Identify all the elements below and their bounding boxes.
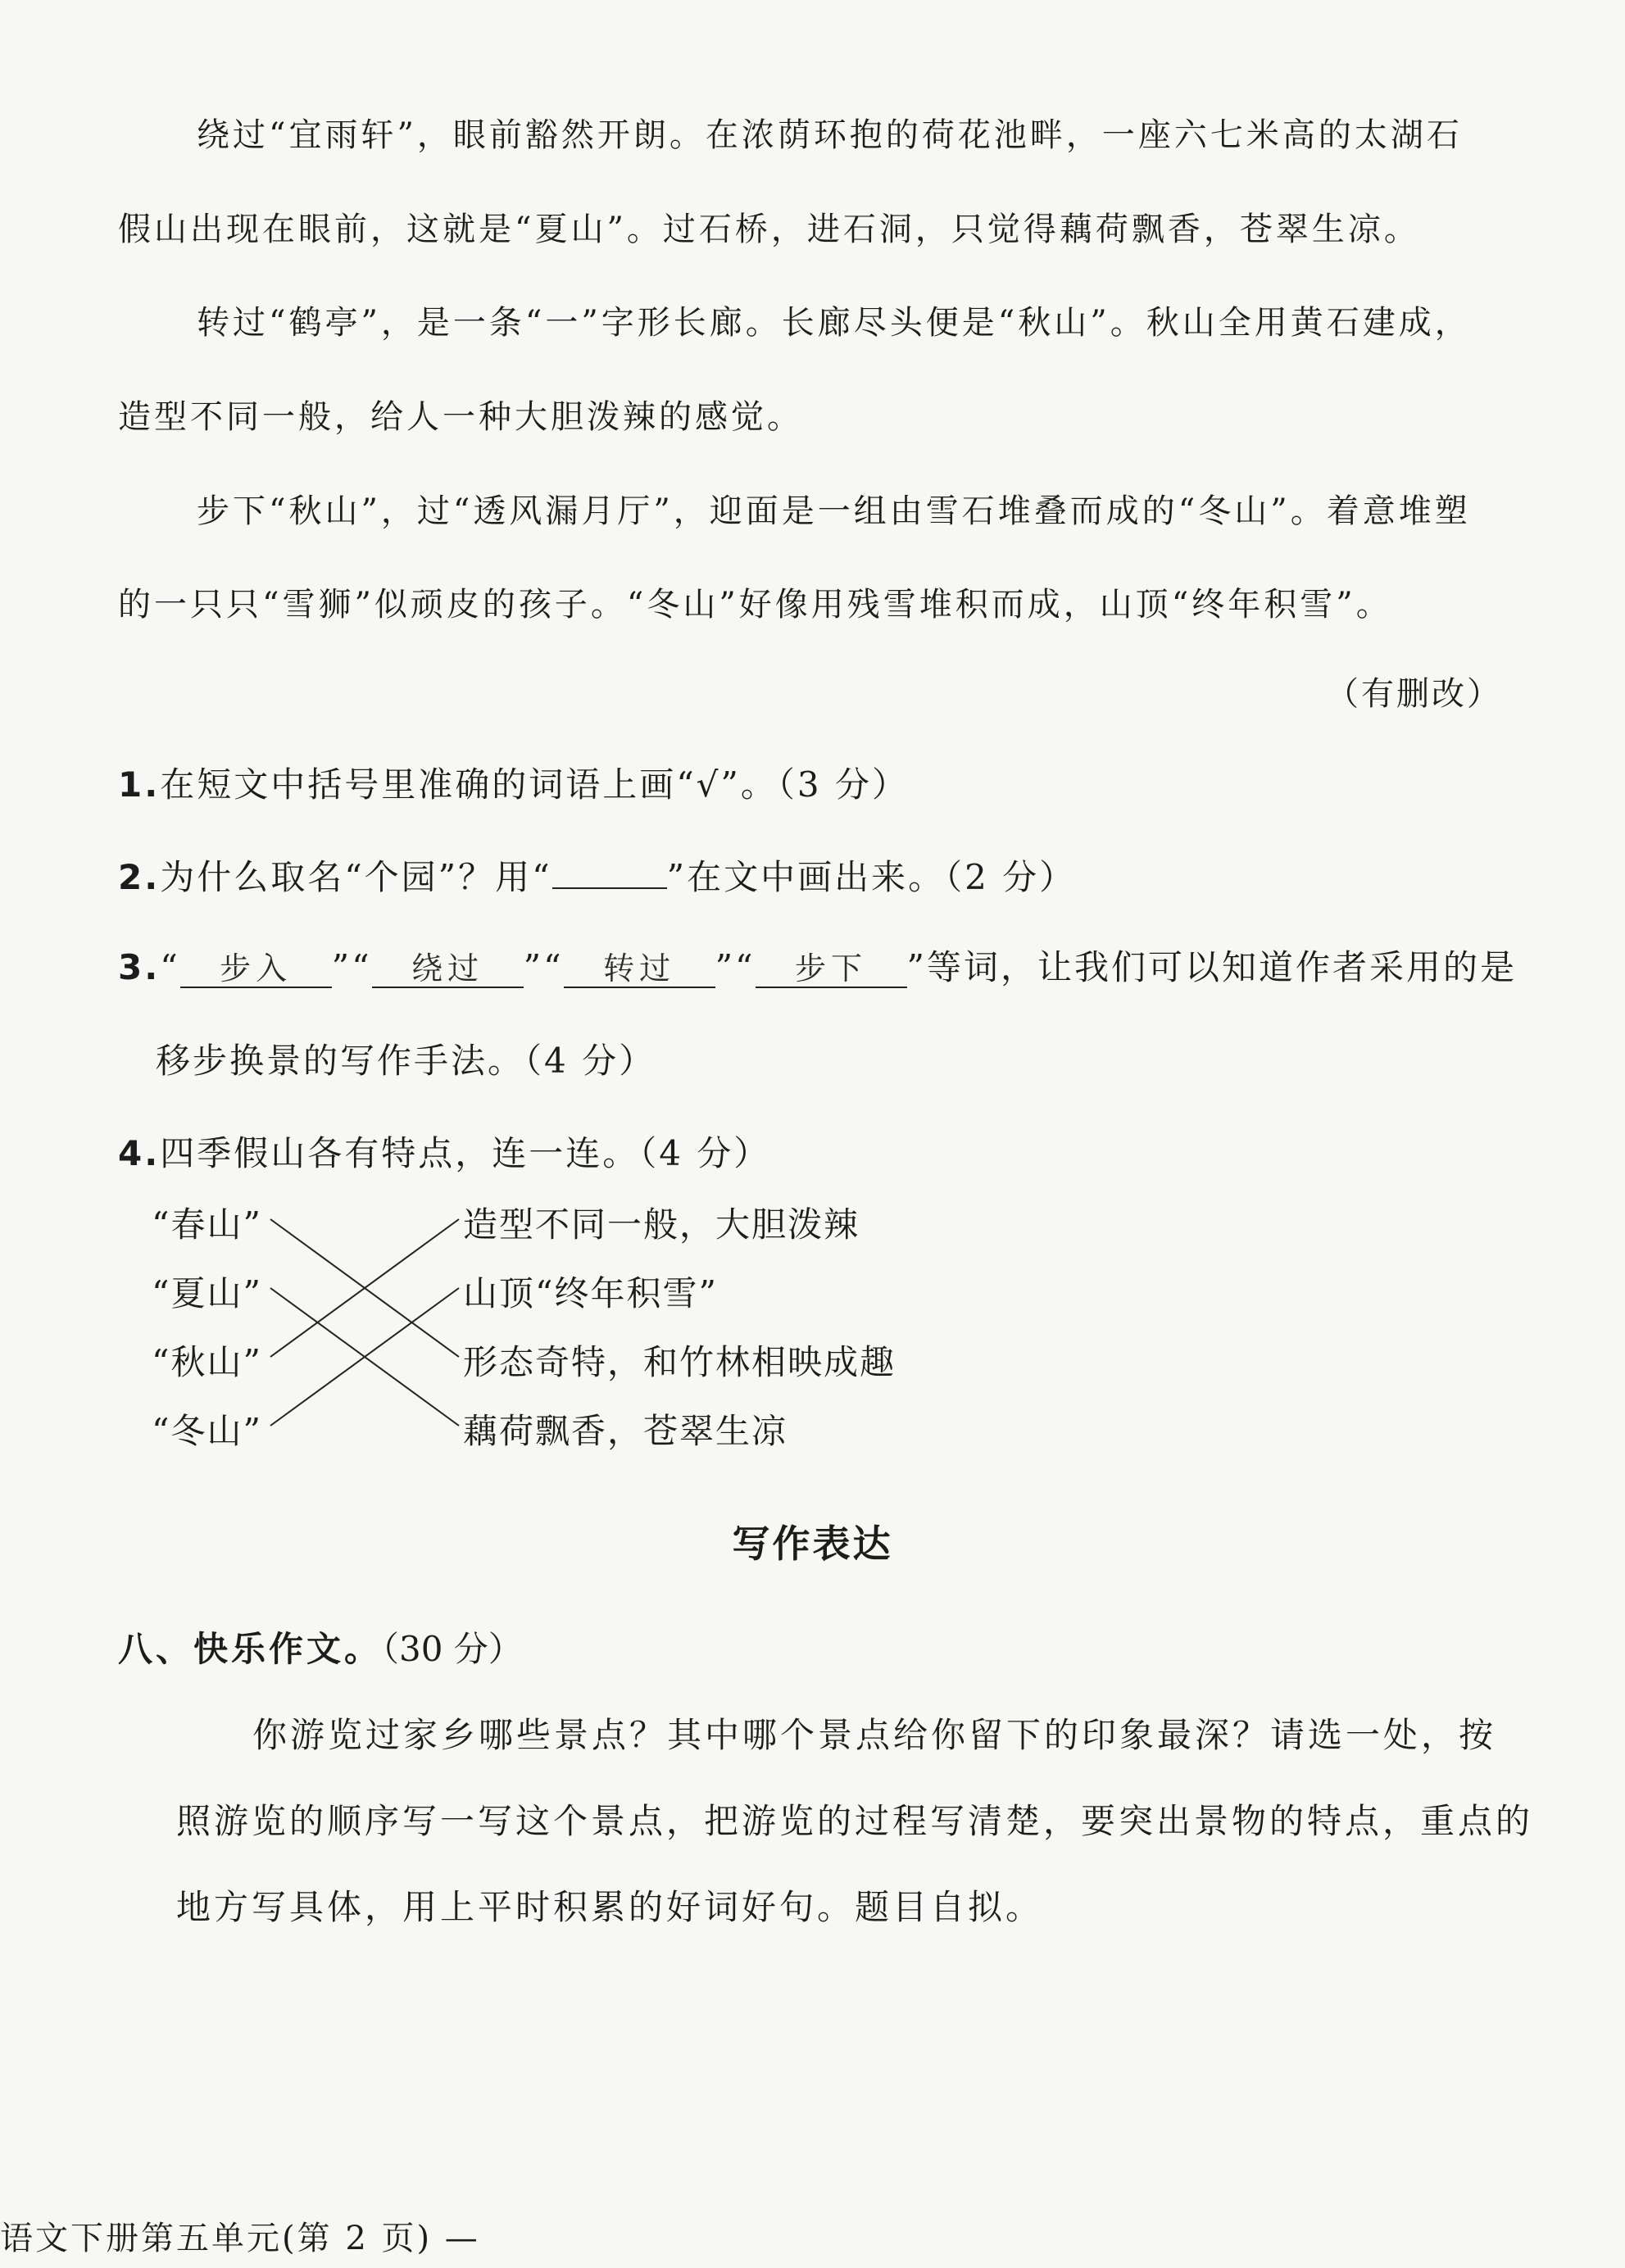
passage-line: 假山出现在眼前，这就是“夏山”。过石桥，进石洞，只觉得藕荷飘香，苍翠生凉。	[118, 211, 1420, 248]
question-number: 3.	[118, 947, 161, 987]
passage-line: 转过“鹤亭”，是一条“一”字形长廊。长廊尽头便是“秋山”。秋山全用黄石建成，	[197, 304, 1471, 342]
question-text: 四季假山各有特点，连一连。（4 分）	[160, 1133, 771, 1173]
match-right-item[interactable]: 形态奇特，和竹林相映成趣	[463, 1342, 896, 1382]
passage-line: 绕过“宜雨轩”，眼前豁然开朗。在浓荫环抱的荷花池畔，一座六七米高的太湖石	[197, 116, 1463, 154]
answer-blank[interactable]: 步下	[756, 952, 907, 988]
match-left-item[interactable]: “秋山”	[152, 1342, 262, 1382]
writing-line: 地方写具体，用上平时积累的好词好句。题目自拟。	[176, 1887, 1044, 1927]
writing-line: 你游览过家乡哪些景点？其中哪个景点给你留下的印象最深？请选一处，按	[252, 1715, 1497, 1755]
question-3-continued: 移步换景的写作手法。（4 分）	[156, 1041, 656, 1081]
match-left-item[interactable]: “春山”	[152, 1204, 262, 1245]
writing-title: 八、快乐作文。	[118, 1629, 383, 1669]
question-number: 2.	[118, 857, 161, 897]
question-number: 1.	[118, 764, 161, 805]
match-left-item[interactable]: “冬山”	[152, 1411, 262, 1451]
section-heading: 写作表达	[732, 1522, 893, 1566]
question-text: 等词，让我们可以知道作者采用的是	[927, 947, 1518, 987]
writing-line: 照游览的顺序写一写这个景点，把游览的过程写清楚，要突出景物的特点，重点的	[176, 1801, 1534, 1841]
question-text: 在短文中括号里准确的词语上画“√”。（3 分）	[160, 764, 909, 805]
match-left-item[interactable]: “夏山”	[152, 1273, 262, 1313]
answer-blank[interactable]: 绕过	[372, 952, 524, 988]
question-number: 4.	[118, 1133, 161, 1173]
edit-note: （有删改）	[1326, 675, 1502, 713]
writing-score: （30 分）	[382, 1629, 523, 1669]
question-text: ”在文中画出来。（2 分）	[666, 857, 1077, 897]
answer-blank[interactable]: 转过	[564, 952, 715, 988]
page-footer: 语文下册第五单元(第 2 页) —	[0, 2220, 480, 2257]
writing-task-title	[118, 1622, 523, 1672]
question-3: 3.“ 步入 ”“ 绕过 ”“ 转过 ”“ 步下 ”等词，让我们可以知道作者采用的是	[118, 947, 1518, 987]
passage-line: 的一只只“雪狮”似顽皮的孩子。“冬山”好像用残雪堆积而成，山顶“终年积雪”。	[118, 586, 1392, 624]
match-right-item[interactable]: 山顶“终年积雪”	[463, 1273, 718, 1313]
answer-blank[interactable]: 步入	[180, 952, 332, 988]
match-right-item[interactable]: 造型不同一般，大胆泼辣	[463, 1204, 860, 1245]
passage-line: 步下“秋山”，过“透风漏月厅”，迎面是一组由雪石堆叠而成的“冬山”。着意堆塑	[197, 492, 1471, 530]
match-right-item[interactable]: 藕荷飘香，苍翠生凉	[463, 1411, 788, 1451]
question-text: 为什么取名“个园”？用“	[160, 857, 552, 897]
passage-line: 造型不同一般，给人一种大胆泼辣的感觉。	[118, 398, 803, 436]
